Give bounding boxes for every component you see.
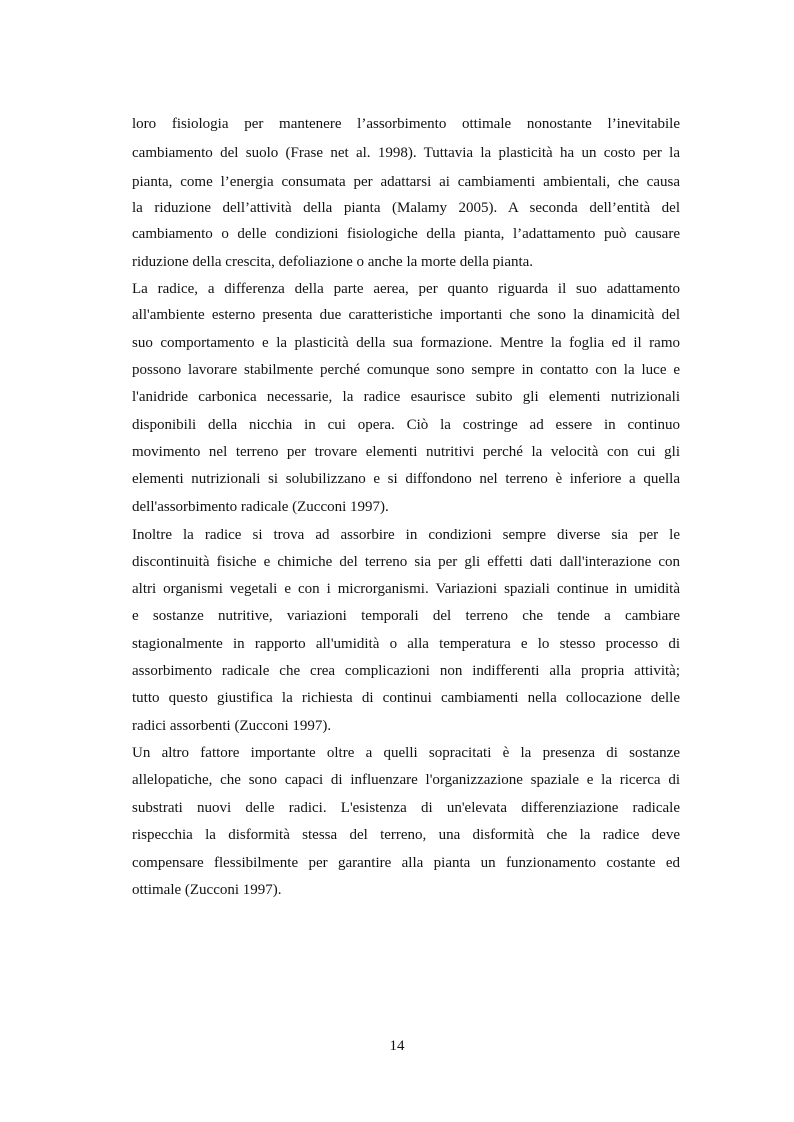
text-line: pianta, come l’energia consumata per adattarsi ai cambiamenti ambientali, che causa [132, 174, 680, 190]
text-line: all'ambiente esterno presenta due caratteristiche importanti che sono la dinamicità del [132, 307, 680, 323]
text-line: riduzione della crescita, defoliazione o anche la morte della pianta. [132, 254, 534, 270]
text-line: allelopatiche, che sono capaci di influenzare l'organizzazione spaziale e la ricerca di [132, 772, 680, 788]
text-line: suo comportamento e la plasticità della sua formazione. Mentre la foglia ed il ramo [132, 335, 680, 351]
text-line: discontinuità fisiche e chimiche del terreno sia per gli effetti dati dall'interazione con [132, 554, 680, 570]
text-line: disponibili della nicchia in cui opera. Ciò la costringe ad essere in continuo [132, 417, 680, 433]
text-line: rispecchia la disformità stessa del terreno, una disformità che la radice deve [132, 827, 680, 843]
text-line: compensare flessibilmente per garantire alla pianta un funzionamento costante ed [132, 855, 680, 871]
text-line: la riduzione dell’attività della pianta (Malamy 2005). A seconda dell’entità del [132, 200, 680, 216]
text-line: possono lavorare stabilmente perché comunque sono sempre in contatto con la luce e [132, 362, 680, 378]
text-line: e sostanze nutritive, variazioni temporali del terreno che tende a cambiare [132, 608, 680, 624]
page-number: 14 [389, 1038, 405, 1054]
text-line: elementi nutrizionali si solubilizzano e si diffondono nel terreno è inferiore a quella [132, 471, 680, 487]
text-line: ottimale (Zucconi 1997). [132, 882, 282, 898]
text-line: dell'assorbimento radicale (Zucconi 1997). [132, 499, 389, 515]
text-line: substrati nuovi delle radici. L'esistenza di un'elevata differenziazione radicale [132, 800, 680, 816]
text-line: La radice, a differenza della parte aerea, per quanto riguarda il suo adattamento [132, 281, 680, 297]
text-line: l'anidride carbonica necessarie, la radice esaurisce subito gli elementi nutrizionali [132, 389, 680, 405]
text-line: altri organismi vegetali e con i microrganismi. Variazioni spaziali continue in umidità [132, 581, 680, 597]
text-line: Inoltre la radice si trova ad assorbire in condizioni sempre diverse sia per le [132, 527, 680, 543]
text-line: cambiamento del suolo (Frase net al. 1998). Tuttavia la plasticità ha un costo per la [132, 145, 680, 161]
text-line: assorbimento radicale che crea complicazioni non indifferenti alla propria attività; [132, 663, 680, 679]
text-line: stagionalmente in rapporto all'umidità o alla temperatura e lo stesso processo di [132, 636, 680, 652]
text-line: tutto questo giustifica la richiesta di continui cambiamenti nella collocazione delle [132, 690, 680, 706]
text-line: Un altro fattore importante oltre a quelli sopracitati è la presenza di sostanze [132, 745, 680, 761]
text-line: loro fisiologia per mantenere l’assorbimento ottimale nonostante l’inevitabile [132, 116, 680, 132]
text-line: radici assorbenti (Zucconi 1997). [132, 718, 332, 734]
text-line: cambiamento o delle condizioni fisiologiche della pianta, l’adattamento può causare [132, 226, 680, 242]
text-line: movimento nel terreno per trovare elementi nutritivi perché la velocità con cui gli [132, 444, 680, 460]
